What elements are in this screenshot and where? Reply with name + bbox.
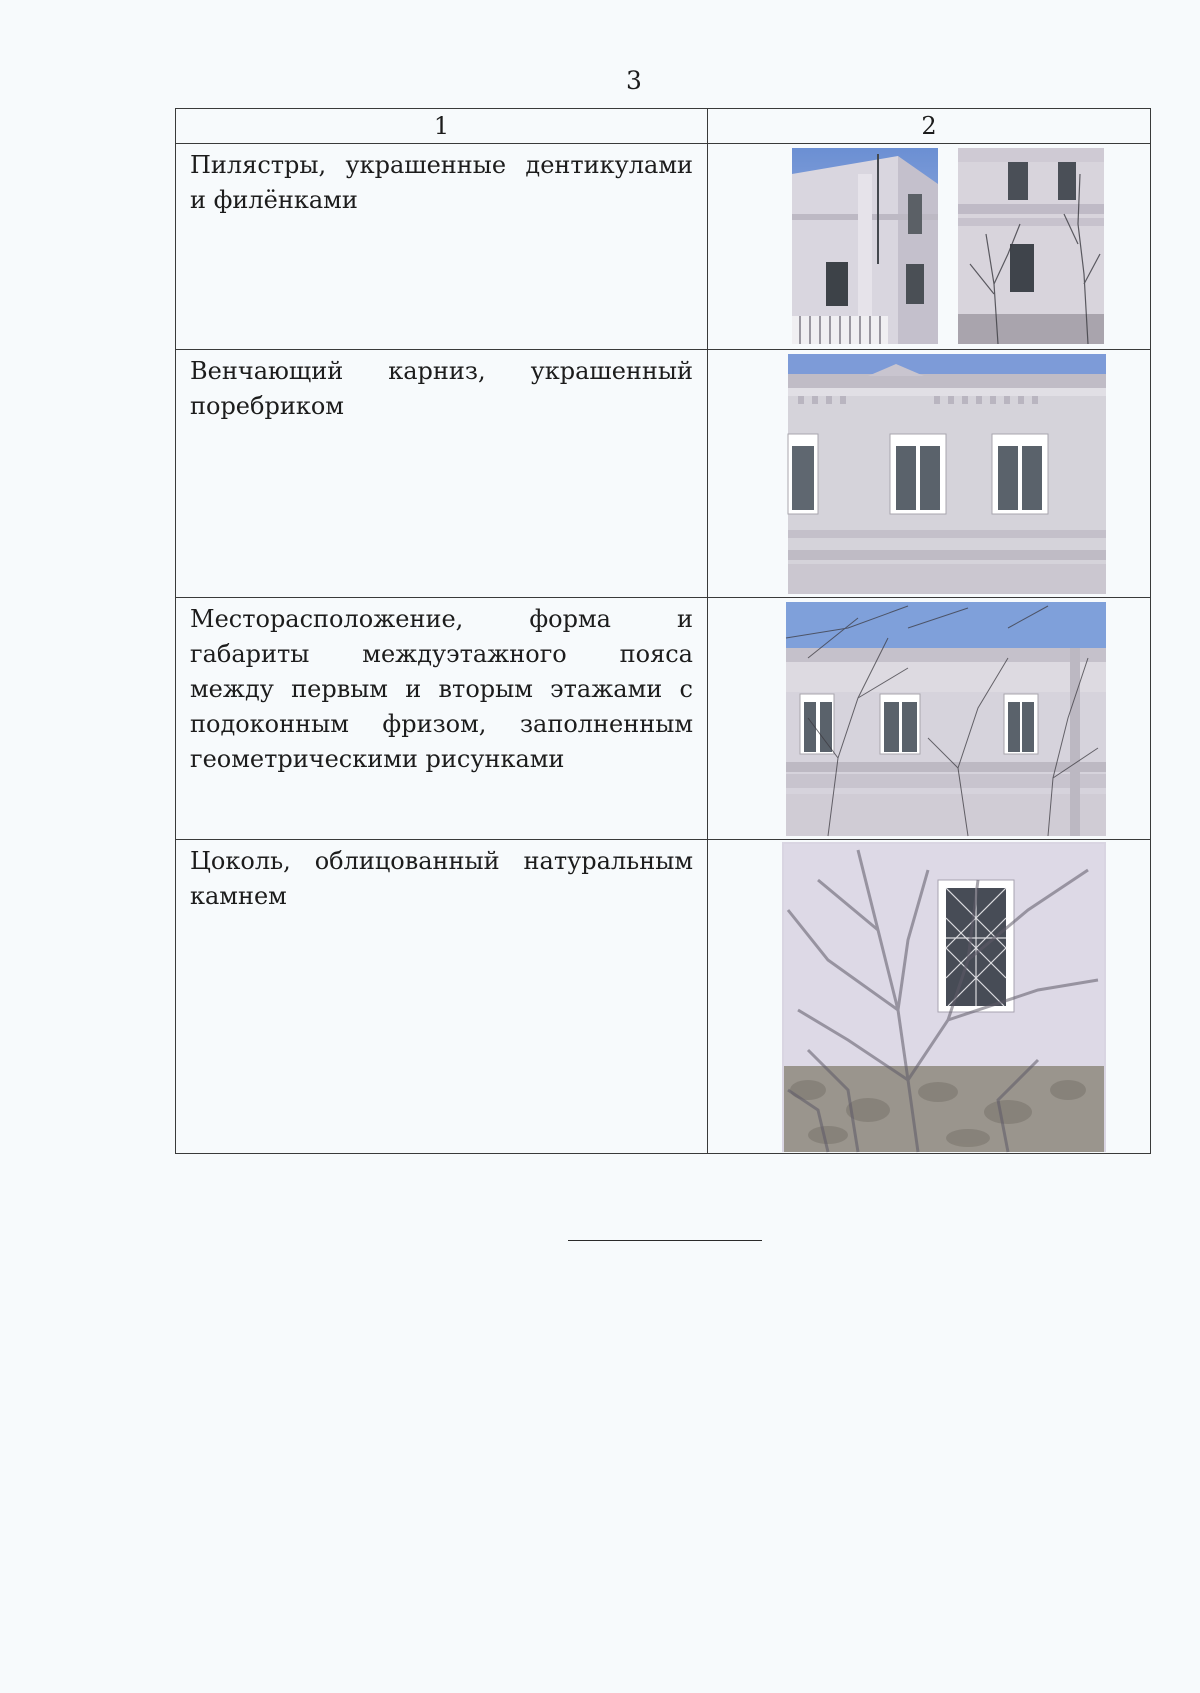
features-table (175, 108, 1151, 1154)
description-cell (176, 598, 708, 840)
feature-description: Цоколь, облицованный натуральным камнем (190, 847, 693, 910)
cornice-photo (708, 350, 1151, 597)
page-number: 3 (626, 66, 642, 95)
photo-cell (708, 350, 1151, 598)
pilasters-photo (708, 144, 1151, 349)
photo-left (792, 148, 938, 344)
plinth-photo (708, 840, 1151, 1153)
description-cell (176, 840, 708, 1154)
interfloor-belt-photo (708, 598, 1151, 839)
table-row (176, 350, 1151, 598)
column-header: 1 (176, 109, 708, 144)
photo-cell (708, 144, 1151, 350)
description-cell (176, 144, 708, 350)
description-cell (176, 350, 708, 598)
table-row (176, 144, 1151, 350)
table-row (176, 840, 1151, 1154)
photo-cell (708, 598, 1151, 840)
table-header-row (176, 109, 1151, 144)
closing-rule (568, 1240, 762, 1241)
feature-description: Венчающий карниз, украшенный поребриком (190, 357, 693, 420)
feature-description: Месторасположение, форма и габариты междуэтажного пояса между первым и вторым этажами с подоконным фризом, заполненным геометрическими рисунками (190, 605, 693, 773)
feature-description: Пилястры, украшенные дентикулами и филёнками (190, 151, 693, 214)
photo-cell (708, 840, 1151, 1154)
column-header: 2 (708, 109, 1151, 144)
table-row (176, 598, 1151, 840)
photo-right (958, 148, 1104, 344)
